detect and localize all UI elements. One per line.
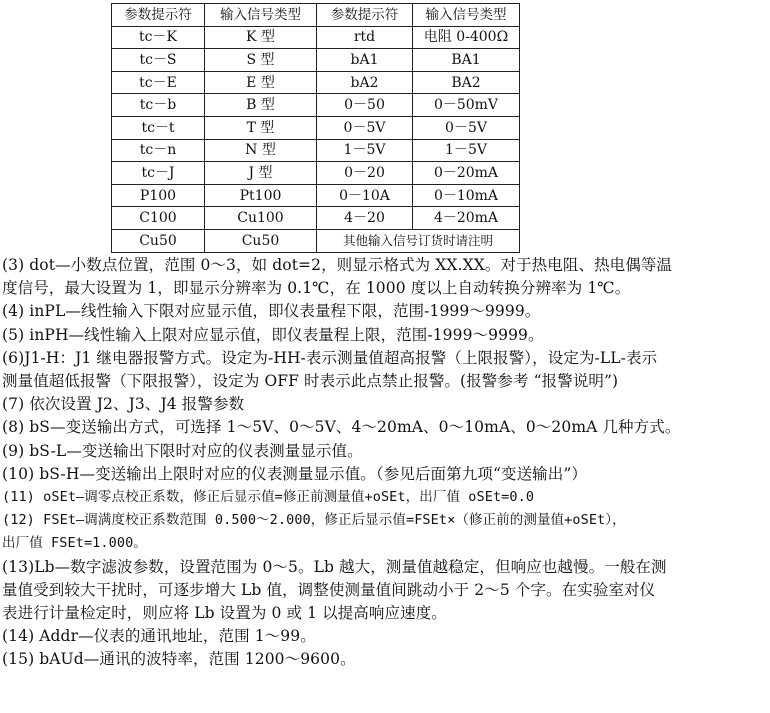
table-cell: tc－E [112,71,205,94]
paragraph-line: (4) inPL—线性输入下限对应显示值，即仪表量程下限，范围-1999～9999。 [2,302,541,321]
paragraph-line: (15) bAUd—通讯的波特率，范围 1200～9600。 [2,650,356,669]
table-cell: tc－n [112,139,205,162]
table-cell: 4－20 [317,207,413,230]
table-row [112,26,520,49]
paragraph-line: (5) inPH—线性输入上限对应显示值，即仪表量程上限，范围-1999～9999。 [2,325,544,344]
table-cell: 0－5V [413,116,520,139]
table-header-row [112,4,520,27]
table-cell: 1－5V [413,139,520,162]
table-cell: E 型 [205,71,317,94]
table-row [112,229,520,252]
table-cell: S 型 [205,49,317,72]
table-note-cell: 其他输入信号订货时请注明 [317,229,520,252]
table-row [112,184,520,207]
table-cell: BA1 [413,49,520,72]
table-cell: Pt100 [205,184,317,207]
paragraph-line: 出厂值 FSEt=1.000。 [2,535,147,552]
table-cell: bA1 [317,49,413,72]
paragraph-line: 度信号，最大设置为 1，即显示分辨率为 0.1℃，在 1000 度以上自动转换分辨率为 1℃。 [2,279,631,298]
paragraph-line: 测量值超低报警（下限报警），设定为 OFF 时表示此点禁止报警。(报警参考 “报警说明”) [2,372,619,391]
header-signal-type: 输入信号类型 [205,4,317,27]
parameter-description-text [2,254,764,672]
table-cell: K 型 [205,26,317,49]
paragraph-line: (12) FSEt—调满度校正系数范围 0.500～2.000，修正后显示值=FSEt×（修正前的测量值+oSEt）， [2,512,626,529]
table-cell: Cu100 [205,207,317,230]
table-cell: 0－10A [317,184,413,207]
paragraph-line: (11) oSEt—调零点校正系数，修正后显示值=修正前测量值+oSEt，出厂值 oSEt=0.0 [2,489,535,506]
paragraph-line: (9) bS-L—变送输出下限时对应的仪表测量显示值。 [2,441,363,460]
table-row [112,207,520,230]
table-cell: 0－50mV [413,94,520,117]
header-param-code: 参数提示符 [317,4,413,27]
table-cell: Cu50 [205,229,317,252]
table-row [112,162,520,185]
table-cell: bA2 [317,71,413,94]
table-cell: tc－S [112,49,205,72]
table-cell: T 型 [205,116,317,139]
table-cell: C100 [112,207,205,230]
header-signal-type: 输入信号类型 [413,4,520,27]
table-cell: tc－b [112,94,205,117]
paragraph-line: (8) bS—变送输出方式，可选择 1～5V、0～5V、4～20mA、0～10mA、0～20mA 几种方式。 [2,418,681,437]
table-cell: J 型 [205,162,317,185]
table-cell: tc－K [112,26,205,49]
table-cell: 电阻 0-400Ω [413,26,520,49]
paragraph-line: (3) dot—小数点位置，范围 0～3，如 dot=2，则显示格式为 XX.XX。对于热电阻、热电偶等温 [2,256,673,274]
paragraph-line: (14) Addr—仪表的通讯地址，范围 1～99。 [2,627,316,646]
table-cell: 1－5V [317,139,413,162]
table-cell: 0－10mA [413,184,520,207]
paragraph-line: (6)J1-H：J1 继电器报警方式。设定为-HH-表示测量值超高报警（上限报警），设定为-LL-表示 [2,348,658,367]
table-cell: 0－50 [317,94,413,117]
table-row [112,116,520,139]
paragraph-line: 量值受到较大干扰时，可逐步增大 Lb 值，调整使测量值间跳动小于 2～5 个字。在实验室对仪 [2,580,656,599]
table-cell: 0－20 [317,162,413,185]
table-row [112,94,520,117]
input-signal-table [111,3,520,253]
paragraph-line: (7) 依次设置 J2、J3、J4 报警参数 [2,395,245,414]
table-cell: 4－20mA [413,207,520,230]
table-cell: P100 [112,184,205,207]
table-row [112,71,520,94]
table-cell: 0－20mA [413,162,520,185]
table-cell: 0－5V [317,116,413,139]
table-cell: rtd [317,26,413,49]
paragraph-line: (13)Lb—数字滤波参数，设置范围为 0～5。Lb 越大，测量值越稳定，但响应也越慢。一般在测 [2,557,667,576]
table-cell: tc－t [112,116,205,139]
table-cell: tc－J [112,162,205,185]
table-row [112,139,520,162]
paragraph-line: (10) bS-H—变送输出上限时对应的仪表测量显示值。（参见后面第九项“变送输出”） [2,464,588,483]
paragraph-line: 表进行计量检定时，则应将 Lb 设置为 0 或 1 以提高响应速度。 [2,604,447,623]
table-cell: N 型 [205,139,317,162]
table-cell: B 型 [205,94,317,117]
table-cell: Cu50 [112,229,205,252]
header-param-code: 参数提示符 [112,4,205,27]
table-cell: BA2 [413,71,520,94]
table-row [112,49,520,72]
